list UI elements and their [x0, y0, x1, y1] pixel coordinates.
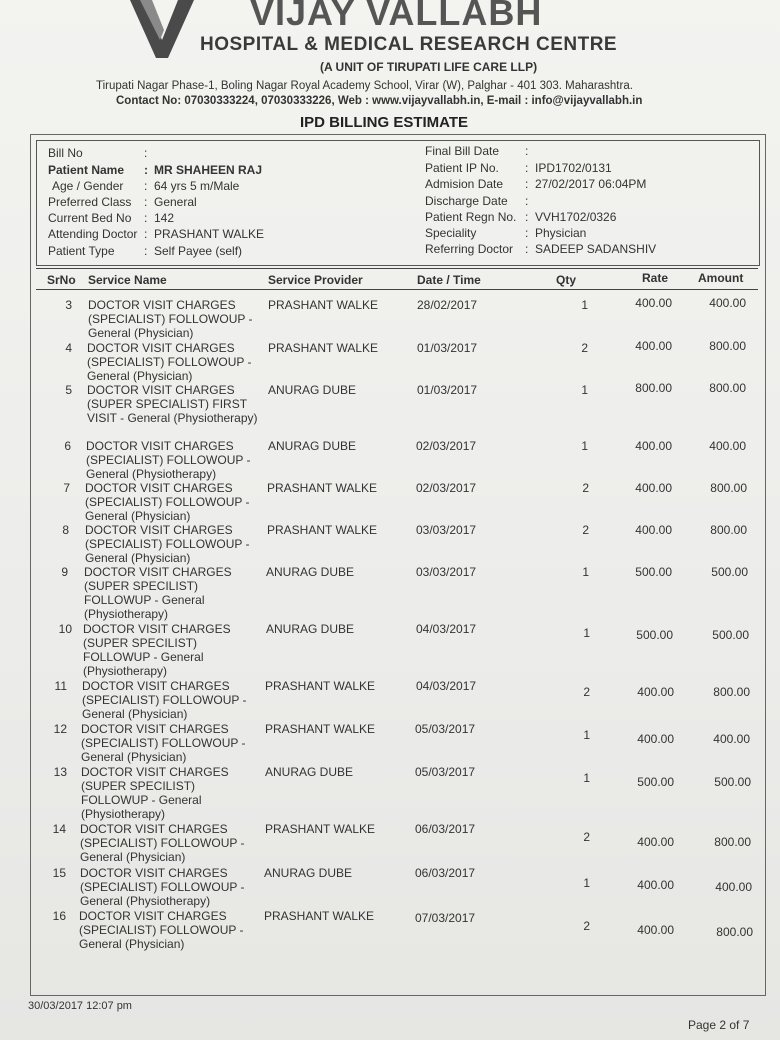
print-timestamp: 30/03/2017 12:07 pm: [28, 1000, 132, 1012]
hospital-name: VIJAY VALLABH: [250, 0, 543, 33]
info-current-bed: Current Bed No : 142: [48, 211, 175, 225]
document-page: VIJAY VALLABH HOSPITAL & MEDICAL RESEARCH CENTRE (A UNIT OF TIRUPATI LIFE CARE LLP) Tirupati Nagar Phase-1, Boling Nagar Royal Academy School, Virar (W), Palghar - 401 303. Maharashtra. Contact No: 07030333224, 07030333226, Web : www.vijayvallabh.in, E-mail : info@vijayvallabh.in IPD BILLING ESTIMATE Bill No : Patient Name : MR SHAHEEN RAJ Age / Gender : 64 yrs 5 m/Male Preferred Class : General Current Bed No : 142 Attending Doctor : PRASHANT WALKE Patient Type : Self Payee (self) Final Bill Date : Patient IP No. : IPD1702/0131 Admision Date : 27/02/2017 06:04PM Discharge Date : Patient Regn No. : VVH1702/0326 Speciality : Physician Referring Doctor : SADEEP SADANSHIV SrNo Service Name Service Provider Date / Time Qty Rate Amount 3 DOCTOR VISIT CHARGES (SPECIALIST) FOLLOWOUP - General (Physician) PRASHANT WALKE 28/02/2017 1 400.00 400.00 4 DOCTOR VISIT CHARGES (SPECIALIST) FOLLOWOUP - General (Physician) PRASHANT WALKE 01/03/2017 2 400.00 800.00 5 DOCTOR VISIT CHARGES (SUPER SPECIALIST) FIRST VISIT - General (Physiotherapy) ANURAG DUBE 01/03/2017 1 800.00 800.00 6 DOCTOR VISIT CHARGES (SPECIALIST) FOLLOWOUP - General (Physiotherapy) ANURAG DUBE 02/03/2017 1 400.00 400.00 7 DOCTOR VISIT CHARGES (SPECIALIST) FOLLOWOUP - General (Physician) PRASHANT WALKE 02/03/2017 2 400.00 800.00 8 DOCTOR VISIT CHARGES (SPECIALIST) FOLLOWOUP - General (Physician) PRASHANT WALKE 03/03/2017 2 400.00 800.00 9 DOCTOR VISIT CHARGES (SUPER SPECILIST) FOLLOWUP - General (Physiotherapy) ANURAG DUBE 03/03/2017 1 500.00 500.00 10 DOCTOR VISIT CHARGES (SUPER SPECILIST) FOLLOWUP - General (Physiotherapy) ANURAG DUBE 04/03/2017 1 500.00 500.00 11 DOCTOR VISIT CHARGES (SPECIALIST) FOLLOWOUP - General (Physician) PRASHANT WALKE 04/03/2017 2 400.00 800.00 12 DOCTOR VISIT CHARGES (SPECIALIST) FOLLOWOUP - General (Physician) PRASHANT WALKE 05/03/2017 1 400.00 400.00 13 DOCTOR VISIT CHARGES (SUPER SPECILIST) FOLLOWUP - General (Physiotherapy) ANURAG DUBE 05/03/2017 1 500.00 500.00 14 DOCTOR VISIT CHARGES (SPECIALIST) FOLLOWOUP - General (Physician) PRASHANT WALKE 06/03/2017 2 400.00 800.00 15 DOCTOR VISIT CHARGES (SPECIALIST) FOLLOWOUP - General (Physiotherapy) ANURAG DUBE 06/03/2017 1 400.00 400.00 16 DOCTOR VISIT CHARGES (SPECIALIST) FOLLOWOUP - General (Physician) PRASHANT WALKE 07/03/2017 2 400.00 800.00 30/03/2017 12:07 pm Page 2 of 7: [0, 0, 780, 1040]
info-preferred-class: Preferred Class : General: [48, 195, 197, 209]
info-final-bill-date: Final Bill Date :: [425, 144, 529, 158]
document-title: IPD BILLING ESTIMATE: [300, 114, 469, 131]
page-number: Page 2 of 7: [688, 1018, 750, 1032]
info-attending-doctor: Attending Doctor : PRASHANT WALKE: [48, 227, 265, 241]
hospital-unit: (A UNIT OF TIRUPATI LIFE CARE LLP): [320, 60, 538, 74]
info-admission-date: Admision Date : 27/02/2017 06:04PM: [425, 177, 647, 191]
info-discharge-date: Discharge Date :: [425, 194, 529, 208]
col-header-rate: Rate: [642, 271, 669, 285]
info-patient-regn: Patient Regn No. : VVH1702/0326: [425, 210, 617, 224]
col-header-srno: SrNo: [47, 273, 76, 287]
info-age-gender: Age / Gender : 64 yrs 5 m/Male: [52, 179, 240, 193]
hospital-address: Tirupati Nagar Phase-1, Boling Nagar Royal Academy School, Virar (W), Palghar - 401 303. Maharashtra.: [96, 80, 633, 92]
col-header-service-provider: Service Provider: [268, 273, 363, 287]
hospital-logo: [130, 0, 194, 58]
col-header-qty: Qty: [556, 273, 577, 287]
info-patient-ip: Patient IP No. : IPD1702/0131: [425, 161, 612, 175]
info-patient-name: Patient Name : MR SHAHEEN RAJ: [48, 163, 263, 177]
info-speciality: Speciality : Physician: [425, 226, 587, 240]
hospital-subtitle: HOSPITAL & MEDICAL RESEARCH CENTRE: [200, 34, 618, 55]
info-bill-no: Bill No :: [48, 146, 148, 160]
col-header-amount: Amount: [698, 271, 744, 285]
col-header-date-time: Date / Time: [417, 273, 481, 287]
info-patient-type: Patient Type : Self Payee (self): [48, 244, 243, 258]
info-referring-doctor: Referring Doctor : SADEEP SADANSHIV: [425, 242, 657, 256]
col-header-service-name: Service Name: [88, 273, 167, 287]
table-header-bottom-rule: [36, 289, 758, 290]
hospital-contact: Contact No: 07030333224, 07030333226, Web : www.vijayvallabh.in, E-mail : info@vijayvallabh.in: [116, 95, 643, 107]
table-header-top-rule: [36, 268, 758, 269]
